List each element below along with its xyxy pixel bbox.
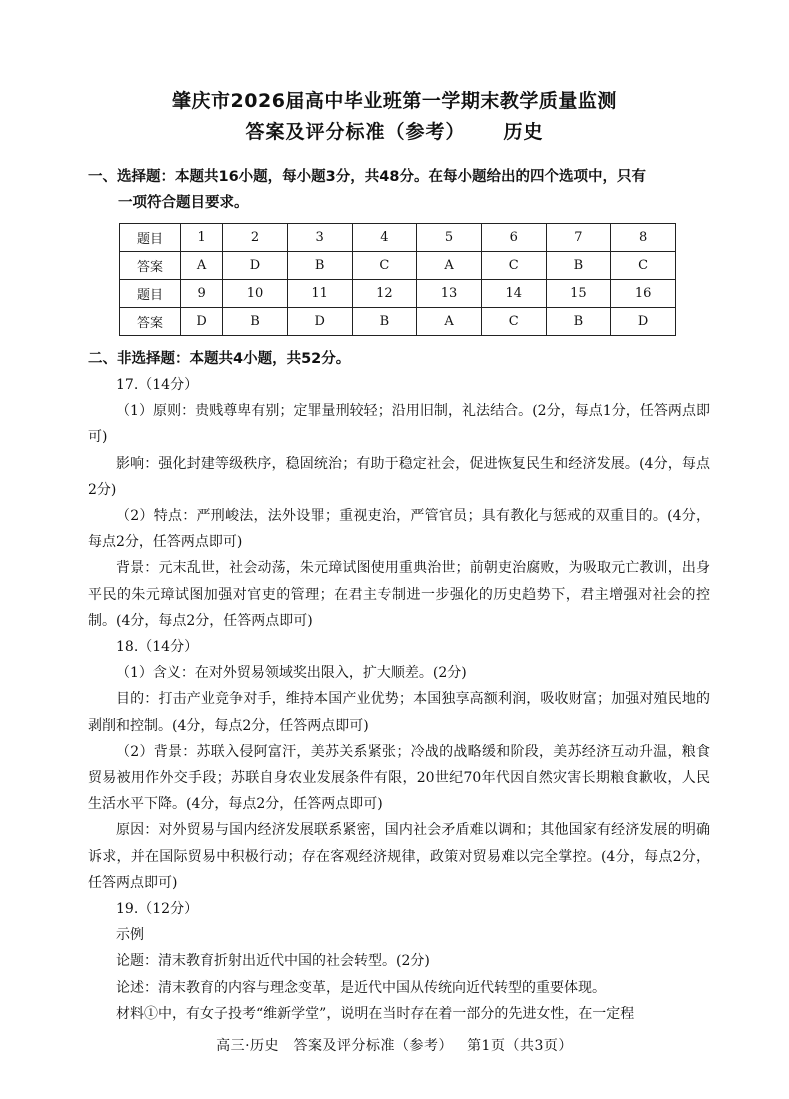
table-cell: 9 (181, 280, 223, 308)
table-cell: C (611, 252, 676, 280)
answer-paragraph: （2）背景：苏联入侵阿富汗，美苏关系紧张；冷战的战略缓和阶段，美苏经济互动升温，粮食贸易被用作外交手段；苏联自身农业发展条件有限，20世纪70年代因自然灾害长期粮食歉收，人民生活水平下降。(4分，每点2分，任答两点即可) (88, 743, 710, 813)
table-cell: C (352, 252, 417, 280)
table-cell: A (181, 252, 223, 280)
table-cell: B (352, 308, 417, 336)
table-cell: 16 (611, 280, 676, 308)
subject-name: 历史 (503, 121, 544, 143)
table-cell: 3 (287, 224, 352, 252)
table-cell: D (287, 308, 352, 336)
table-row-label: 题目 (120, 280, 181, 308)
question-number: 18.（14分） (116, 639, 199, 656)
table-cell: 6 (481, 224, 546, 252)
question-number: 17.（14分） (116, 377, 199, 393)
table-row (120, 252, 676, 280)
table-row (120, 280, 676, 308)
answer-paragraph: 材料①中，有女子投考“维新学堂”，说明在当时存在着一部分的先进女性，在一定程 (116, 1005, 635, 1022)
table-cell: C (481, 308, 546, 336)
answer-paragraph: 论题：清末教育折射出近代中国的社会转型。(2分) (116, 953, 430, 970)
section1-heading-line2: 一项符合题目要求。 (118, 195, 249, 211)
answer-paragraph: （2）特点：严刑峻法，法外设罪；重视吏治，严管官员；具有教化与惩戒的双重目的。(4分，每点2分，任答两点即可) (88, 508, 710, 551)
table-cell: 5 (417, 224, 482, 252)
table-cell: 11 (287, 280, 352, 308)
page-number: 第1页（共3页） (467, 1038, 573, 1054)
answer-paragraph: 论述：清末教育的内容与理念变革，是近代中国从传统向近代转型的重要体现。 (116, 979, 606, 996)
table-cell: D (611, 308, 676, 336)
question-number: 19.（12分） (116, 901, 199, 918)
table-cell: 1 (181, 224, 223, 252)
document-subtitle (0, 117, 789, 144)
answer-paragraph: 示例 (116, 927, 144, 944)
table-cell: B (546, 308, 611, 336)
footer-text: 高三·历史 答案及评分标准（参考） (216, 1038, 454, 1054)
page-footer (0, 1035, 789, 1055)
table-cell: 12 (352, 280, 417, 308)
table-cell: A (417, 308, 482, 336)
table-cell: D (181, 308, 223, 336)
subtitle-text: 答案及评分标准（参考） (245, 121, 466, 143)
table-row (120, 224, 676, 252)
section2-heading: 二、非选择题：本题共4小题，共52分。 (88, 351, 351, 367)
answer-paragraph: 原因：对外贸易与国内经济发展联系紧密，国内社会矛盾难以调和；其他国家有经济发展的明确诉求，并在国际贸易中积极行动；存在客观经济规律，政策对贸易难以完全掌控。(4分，每点2分，任答两点即可) (88, 822, 710, 891)
answer-paragraph: 背景：元末乱世，社会动荡，朱元璋试图使用重典治世；前朝吏治腐败，为吸取元亡教训，出身平民的朱元璋试图加强对官吏的管理；在君主专制进一步强化的历史趋势下，君主增强对社会的控制。(4分，每点2分，任答两点即可) (88, 560, 710, 629)
table-cell: B (287, 252, 352, 280)
table-cell: 15 (546, 280, 611, 308)
table-cell: 2 (223, 224, 288, 252)
table-cell: 8 (611, 224, 676, 252)
answer-body (88, 372, 710, 1027)
answer-paragraph: （1）原则：贵贱尊卑有别；定罪量刑较轻；沿用旧制，礼法结合。(2分，每点1分，任答两点即可) (88, 403, 710, 446)
table-cell: 10 (223, 280, 288, 308)
table-row-label: 题目 (120, 224, 181, 252)
answer-paragraph: （1）含义：在对外贸易领域奖出限入，扩大顺差。(2分) (116, 665, 467, 682)
table-cell: C (481, 252, 546, 280)
answer-table (119, 223, 676, 336)
table-row (120, 308, 676, 336)
section1-heading (88, 164, 713, 216)
table-cell: 4 (352, 224, 417, 252)
answer-paragraph: 目的：打击产业竞争对手，维持本国产业优势；本国独享高额利润，吸收财富；加强对殖民地的剥削和控制。(4分，每点2分，任答两点即可) (88, 691, 710, 734)
answer-paragraph: 影响：强化封建等级秩序，稳固统治；有助于稳定社会，促进恢复民生和经济发展。(4分，每点2分) (88, 455, 710, 498)
section1-heading-line1: 一、选择题：本题共16小题，每小题3分，共48分。在每小题给出的四个选项中，只有 (88, 169, 646, 185)
table-row-label: 答案 (120, 308, 181, 336)
document-title: 肇庆市2026届高中毕业班第一学期末教学质量监测 (172, 90, 617, 112)
table-cell: 7 (546, 224, 611, 252)
table-cell: 14 (481, 280, 546, 308)
table-cell: A (417, 252, 482, 280)
table-cell: D (223, 252, 288, 280)
table-cell: 13 (417, 280, 482, 308)
table-row-label: 答案 (120, 252, 181, 280)
table-cell: B (223, 308, 288, 336)
table-cell: B (546, 252, 611, 280)
